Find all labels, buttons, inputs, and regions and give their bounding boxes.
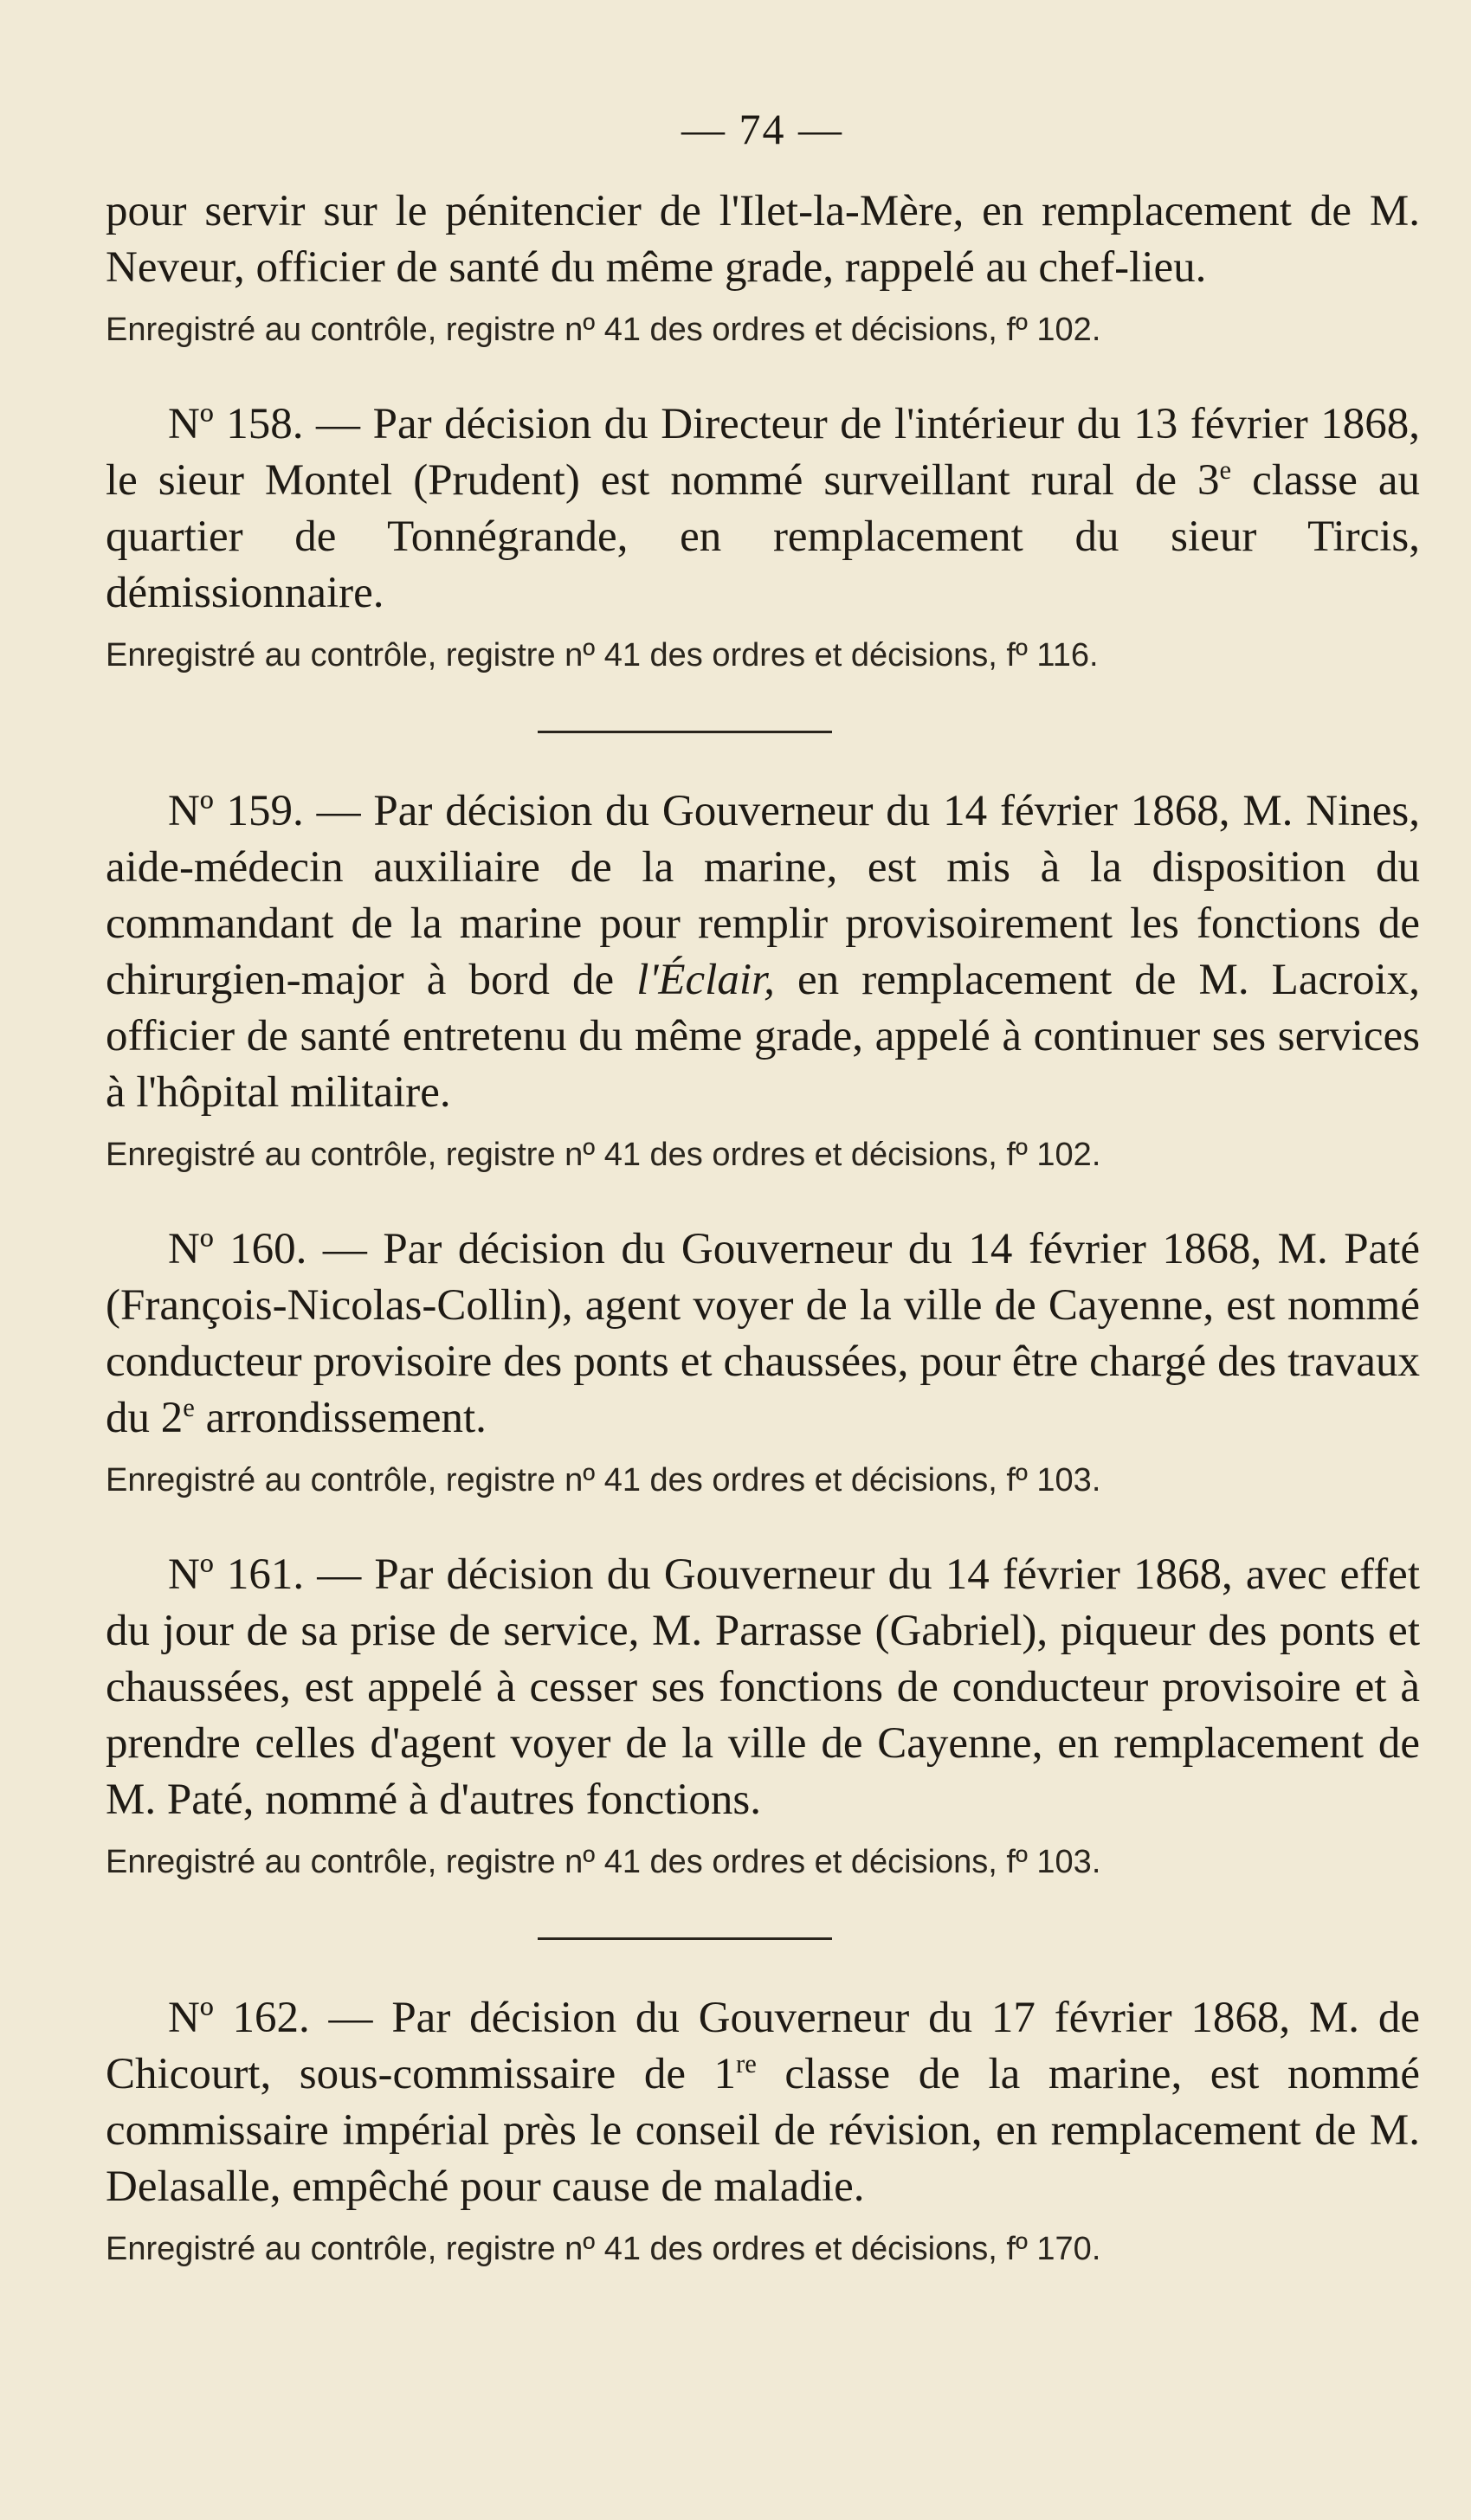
page-number: — 74 —: [681, 105, 843, 153]
decision-text: [106, 783, 1420, 1121]
decision-text: Nº 161. — Par décision du Gouverneur du 14 février 1868, avec effet du jour de sa prise de service, M. Parrasse (Gabriel), piqueur des ponts et chaussées, est appelé à cesser ses fonctions de conducteur provisoire et à prendre celles d'agent voyer de la ville de Cayenne, en remplacement de M. Paté, nommé à d'autres fonctions.: [106, 1550, 1420, 1824]
decision-text-part: classe de la marine, est nommé commissaire impérial près le conseil de révision, en remplacement de M. Delasalle, empêché pour cause de maladie.: [106, 2050, 1420, 2211]
decision-text: [106, 1990, 1420, 2215]
registration-note: Enregistré au contrôle, registre nº 41 des ordres et décisions, fº 102.: [106, 312, 1101, 348]
decision-text-part: arrondissement.: [194, 1394, 487, 1442]
decision-text-part: classe au quartier de Tonnégrande, en remplacement du sieur Tircis, démissionnaire.: [106, 456, 1420, 617]
decision-text-part: Nº 158. — Par décision du Directeur de l'intérieur du 13 février 1868, le sieur Montel (Prudent) est nommé surveillant rural de 3: [106, 400, 1420, 505]
registration-note: Enregistré au contrôle, registre nº 41 des ordres et décisions, fº 103.: [106, 1462, 1101, 1498]
section-divider: [538, 731, 832, 733]
decision-entry-162: [106, 1990, 1419, 2271]
decision-entry-160: [106, 1221, 1419, 1502]
superscript: re: [736, 2049, 757, 2079]
section-divider: [538, 1937, 832, 1940]
decision-entry-161: [106, 1547, 1419, 1884]
registration-note: Enregistré au contrôle, registre nº 41 des ordres et décisions, fº 170.: [106, 2231, 1101, 2267]
decision-text-part: Nº 162. — Par décision du Gouverneur du 17 février 1868, M. de Chicourt, sous-commissaire de 1: [106, 1994, 1420, 2098]
superscript: e: [1219, 455, 1232, 485]
superscript: e: [183, 1393, 195, 1422]
ship-name: l'Éclair,: [636, 956, 775, 1004]
continuation-entry: [106, 184, 1419, 351]
decision-text-part: en remplacement de M. Lacroix, officier de santé entretenu du même grade, appelé à continuer ses services à l'hôpital militaire.: [106, 956, 1420, 1117]
decision-text: [106, 1221, 1420, 1447]
decision-entry-158: [106, 396, 1419, 677]
registration-note: Enregistré au contrôle, registre nº 41 des ordres et décisions, fº 103.: [106, 1844, 1101, 1880]
decision-text-part: Nº 159. — Par décision du Gouverneur du 14 février 1868, M. Nines, aide-médecin auxiliaire de la marine, est mis à la disposition du commandant de la marine pour remplir provisoirement les fonctions de chirurgien-major à bord de: [106, 787, 1420, 1004]
decision-entry-159: [106, 783, 1419, 1176]
registration-note: Enregistré au contrôle, registre nº 41 des ordres et décisions, fº 116.: [106, 637, 1099, 674]
registration-note: Enregistré au contrôle, registre nº 41 des ordres et décisions, fº 102.: [106, 1137, 1101, 1173]
decision-text: [106, 396, 1420, 622]
decision-text-part: Nº 160. — Par décision du Gouverneur du 14 février 1868, M. Paté (François-Nicolas-Collin), agent voyer de la ville de Cayenne, est nommé conducteur provisoire des ponts et chaussées, pour être chargé des travaux du 2: [106, 1225, 1420, 1442]
continuation-text: pour servir sur le pénitencier de l'Ilet-la-Mère, en remplacement de M. Neveur, officier de santé du même grade, rappelé au chef-lieu.: [106, 187, 1420, 292]
